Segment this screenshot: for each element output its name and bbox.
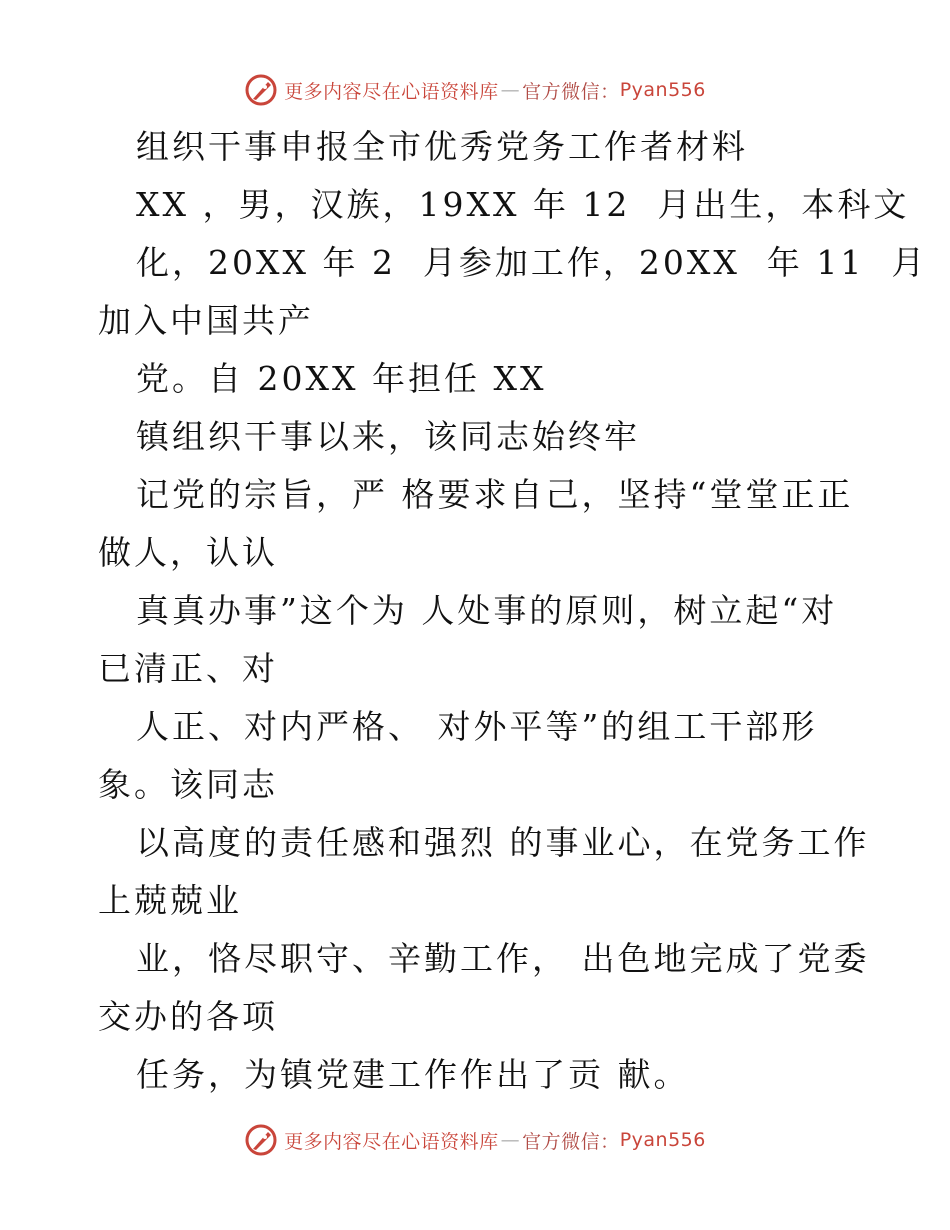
quill-seal-icon — [244, 73, 278, 107]
text-line: 镇组织干事以来，该同志始终牢 — [136, 417, 640, 456]
text-line: 业，恪尽职守、辛勤工作， 出色地完成了党委 — [136, 939, 870, 978]
banner-colon: ： — [600, 80, 620, 103]
header-banner — [0, 70, 950, 110]
banner-colon: ： — [600, 1130, 620, 1153]
text-line: 化，20XX 年 2 月参加工作，20XX 年 11 月 — [136, 243, 928, 282]
text-line: 真真办事”这个为 人处事的原则，树立起“对 — [136, 591, 838, 630]
banner-dash: — — [500, 79, 521, 101]
text-line: 已清正、对 — [98, 649, 278, 688]
text-line: 记党的宗旨，严 格要求自己，坚持“堂堂正正 — [136, 475, 854, 514]
text-line: 组织干事申报全市优秀党务工作者材料 — [136, 127, 748, 166]
banner-wechat-label: 官方微信 — [522, 80, 601, 103]
text-line: 以高度的责任感和强烈 的事业心，在党务工作 — [136, 823, 870, 862]
banner-wechat-id: Pyan556 — [619, 1129, 706, 1151]
text-line: 象。该同志 — [98, 765, 278, 804]
text-line: 任务，为镇党建工作作出了贡 献。 — [136, 1055, 690, 1094]
text-line: XX ，男，汉族，19XX 年 12 月出生，本科文 — [136, 185, 910, 224]
text-line: 党。自 20XX 年担任 XX — [136, 359, 547, 398]
text-line: 交办的各项 — [98, 997, 278, 1036]
text-line: 做人，认认 — [98, 533, 278, 572]
banner-text: 更多内容尽在心语资料库 — [284, 80, 499, 103]
text-line: 加入中国共产 — [98, 301, 314, 340]
text-line: 上兢兢业 — [98, 881, 242, 920]
document-body — [98, 118, 928, 1104]
text-line: 人正、对内严格、 对外平等”的组工干部形 — [136, 707, 818, 746]
banner-dash: — — [500, 1129, 521, 1151]
quill-seal-icon — [244, 1123, 278, 1157]
banner-wechat-id: Pyan556 — [619, 79, 706, 101]
footer-banner — [0, 1120, 950, 1160]
banner-wechat-label: 官方微信 — [522, 1130, 601, 1153]
banner-text: 更多内容尽在心语资料库 — [284, 1130, 499, 1153]
